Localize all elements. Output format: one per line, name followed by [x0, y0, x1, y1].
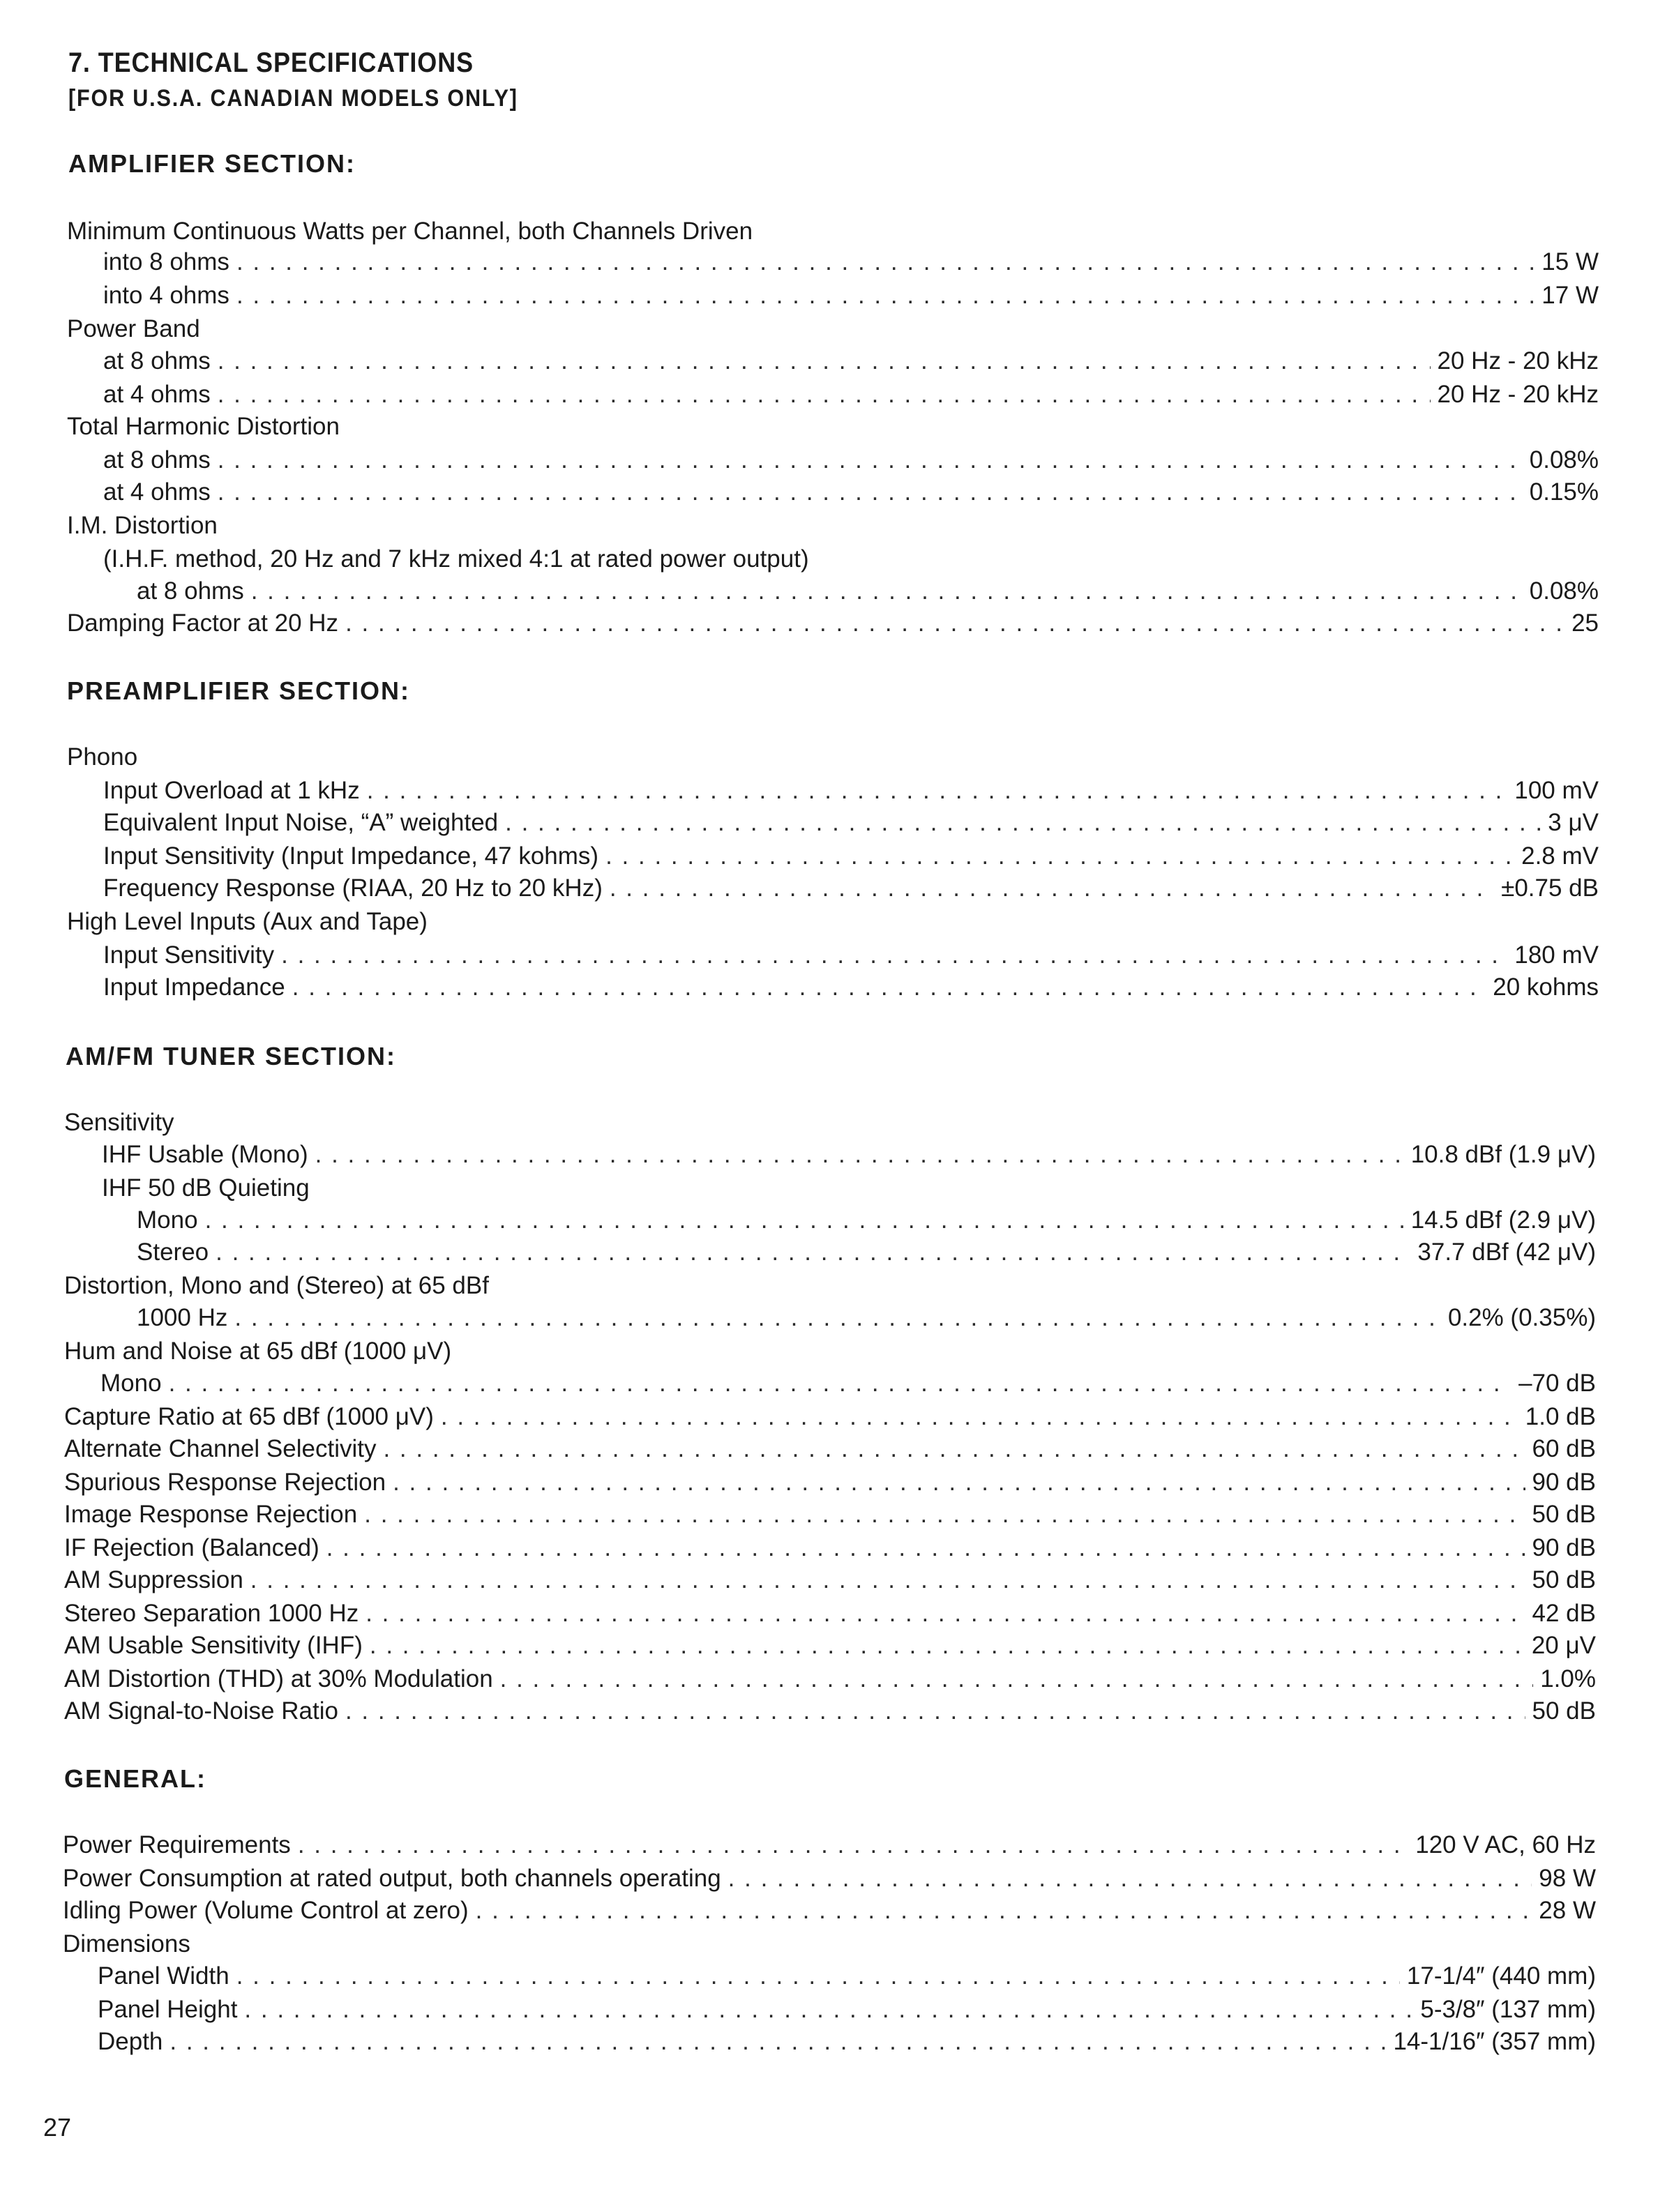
spec-row: AM Signal-to-Noise Ratio . . . 50 dB	[64, 1697, 1596, 1731]
spec-row: Alternate Channel Selectivity . . . 60 dB	[64, 1435, 1596, 1469]
dimensions-label: Dimensions	[63, 1930, 190, 1957]
phono-label: Phono	[67, 743, 138, 771]
spec-row: 1000 Hz . . . 0.2% (0.35%)	[137, 1304, 1596, 1338]
spec-row: AM Suppression . . . 50 dB	[64, 1566, 1596, 1600]
spec-row: Mono . . . 14.5 dBf (2.9 μV)	[137, 1206, 1596, 1240]
spec-row: IHF Usable (Mono) . . . 10.8 dBf (1.9 μV)	[102, 1141, 1596, 1174]
high-level-label: High Level Inputs (Aux and Tape)	[67, 908, 428, 935]
spec-row: Stereo Separation 1000 Hz . . . 42 dB	[64, 1600, 1596, 1633]
spec-row: Input Impedance . . . 20 kohms	[103, 974, 1599, 1007]
spec-row: Input Sensitivity (Input Impedance, 47 kohms) . . . 2.8 mV	[103, 842, 1599, 876]
tuner-section-heading: AM/FM TUNER SECTION:	[66, 1042, 396, 1070]
spec-row: Damping Factor at 20 Hz . . . 25	[67, 609, 1599, 643]
spec-row: Mono . . . –70 dB	[100, 1370, 1596, 1403]
spec-row: Spurious Response Rejection . . . 90 dB	[64, 1469, 1596, 1502]
spec-row: Frequency Response (RIAA, 20 Hz to 20 kHz) . . . ±0.75 dB	[103, 874, 1599, 908]
hum-noise-label: Hum and Noise at 65 dBf (1000 μV)	[64, 1338, 452, 1365]
spec-row: into 4 ohms . . . 17 W	[103, 282, 1599, 315]
thd-label: Total Harmonic Distortion	[67, 413, 340, 440]
min-continuous-label: Minimum Continuous Watts per Channel, both Channels Driven	[67, 218, 753, 245]
im-distortion-label: I.M. Distortion	[67, 512, 218, 539]
amplifier-section-heading: AMPLIFIER SECTION:	[68, 149, 356, 178]
spec-row: at 8 ohms . . . 20 Hz - 20 kHz	[103, 347, 1599, 381]
spec-row: Idling Power (Volume Control at zero) . . . 28 W	[63, 1897, 1596, 1930]
distortion-label: Distortion, Mono and (Stereo) at 65 dBf	[64, 1272, 489, 1299]
spec-row: Power Requirements . . . 120 V AC, 60 Hz	[63, 1831, 1596, 1865]
power-band-label: Power Band	[67, 315, 200, 342]
preamp-section-heading: PREAMPLIFIER SECTION:	[67, 676, 411, 705]
spec-row: into 8 ohms . . . 15 W	[103, 248, 1599, 282]
spec-row: Equivalent Input Noise, “A” weighted . . . 3 μV	[103, 809, 1599, 842]
spec-row: IF Rejection (Balanced) . . . 90 dB	[64, 1534, 1596, 1568]
spec-row: Image Response Rejection . . . 50 dB	[64, 1501, 1596, 1534]
sensitivity-label: Sensitivity	[64, 1109, 174, 1136]
spec-row: at 8 ohms . . . 0.08%	[103, 446, 1599, 480]
spec-row: at 4 ohms . . . 0.15%	[103, 478, 1599, 512]
ihf50-label: IHF 50 dB Quieting	[102, 1174, 310, 1202]
spec-row: Panel Height . . . 5-3/8″ (137 mm)	[98, 1996, 1596, 2029]
spec-row: AM Distortion (THD) at 30% Modulation . . . 1.0%	[64, 1665, 1596, 1699]
spec-row: Depth . . . 14-1/16″ (357 mm)	[98, 2028, 1596, 2061]
spec-row: Input Sensitivity . . . 180 mV	[103, 941, 1599, 975]
im-method-label: (I.H.F. method, 20 Hz and 7 kHz mixed 4:1 at rated power output)	[103, 545, 809, 573]
spec-row: Input Overload at 1 kHz . . . 100 mV	[103, 777, 1599, 810]
page-subtitle: [FOR U.S.A. CANADIAN MODELS ONLY]	[68, 85, 518, 112]
spec-row: Panel Width . . . 17-1/4″ (440 mm)	[98, 1962, 1596, 1996]
spec-row: Power Consumption at rated output, both channels operating . . . 98 W	[63, 1865, 1596, 1898]
spec-row: at 8 ohms . . . 0.08%	[137, 577, 1599, 611]
general-section-heading: GENERAL:	[64, 1764, 206, 1793]
spec-row: at 4 ohms . . . 20 Hz - 20 kHz	[103, 381, 1599, 414]
spec-row: Capture Ratio at 65 dBf (1000 μV) . . . 1.0 dB	[64, 1403, 1596, 1437]
page-number: 27	[43, 2113, 72, 2142]
spec-row: AM Usable Sensitivity (IHF) . . . 20 μV	[64, 1632, 1596, 1665]
spec-row: Stereo . . . 37.7 dBf (42 μV)	[137, 1238, 1596, 1272]
page-title: 7. TECHNICAL SPECIFICATIONS	[68, 47, 474, 78]
